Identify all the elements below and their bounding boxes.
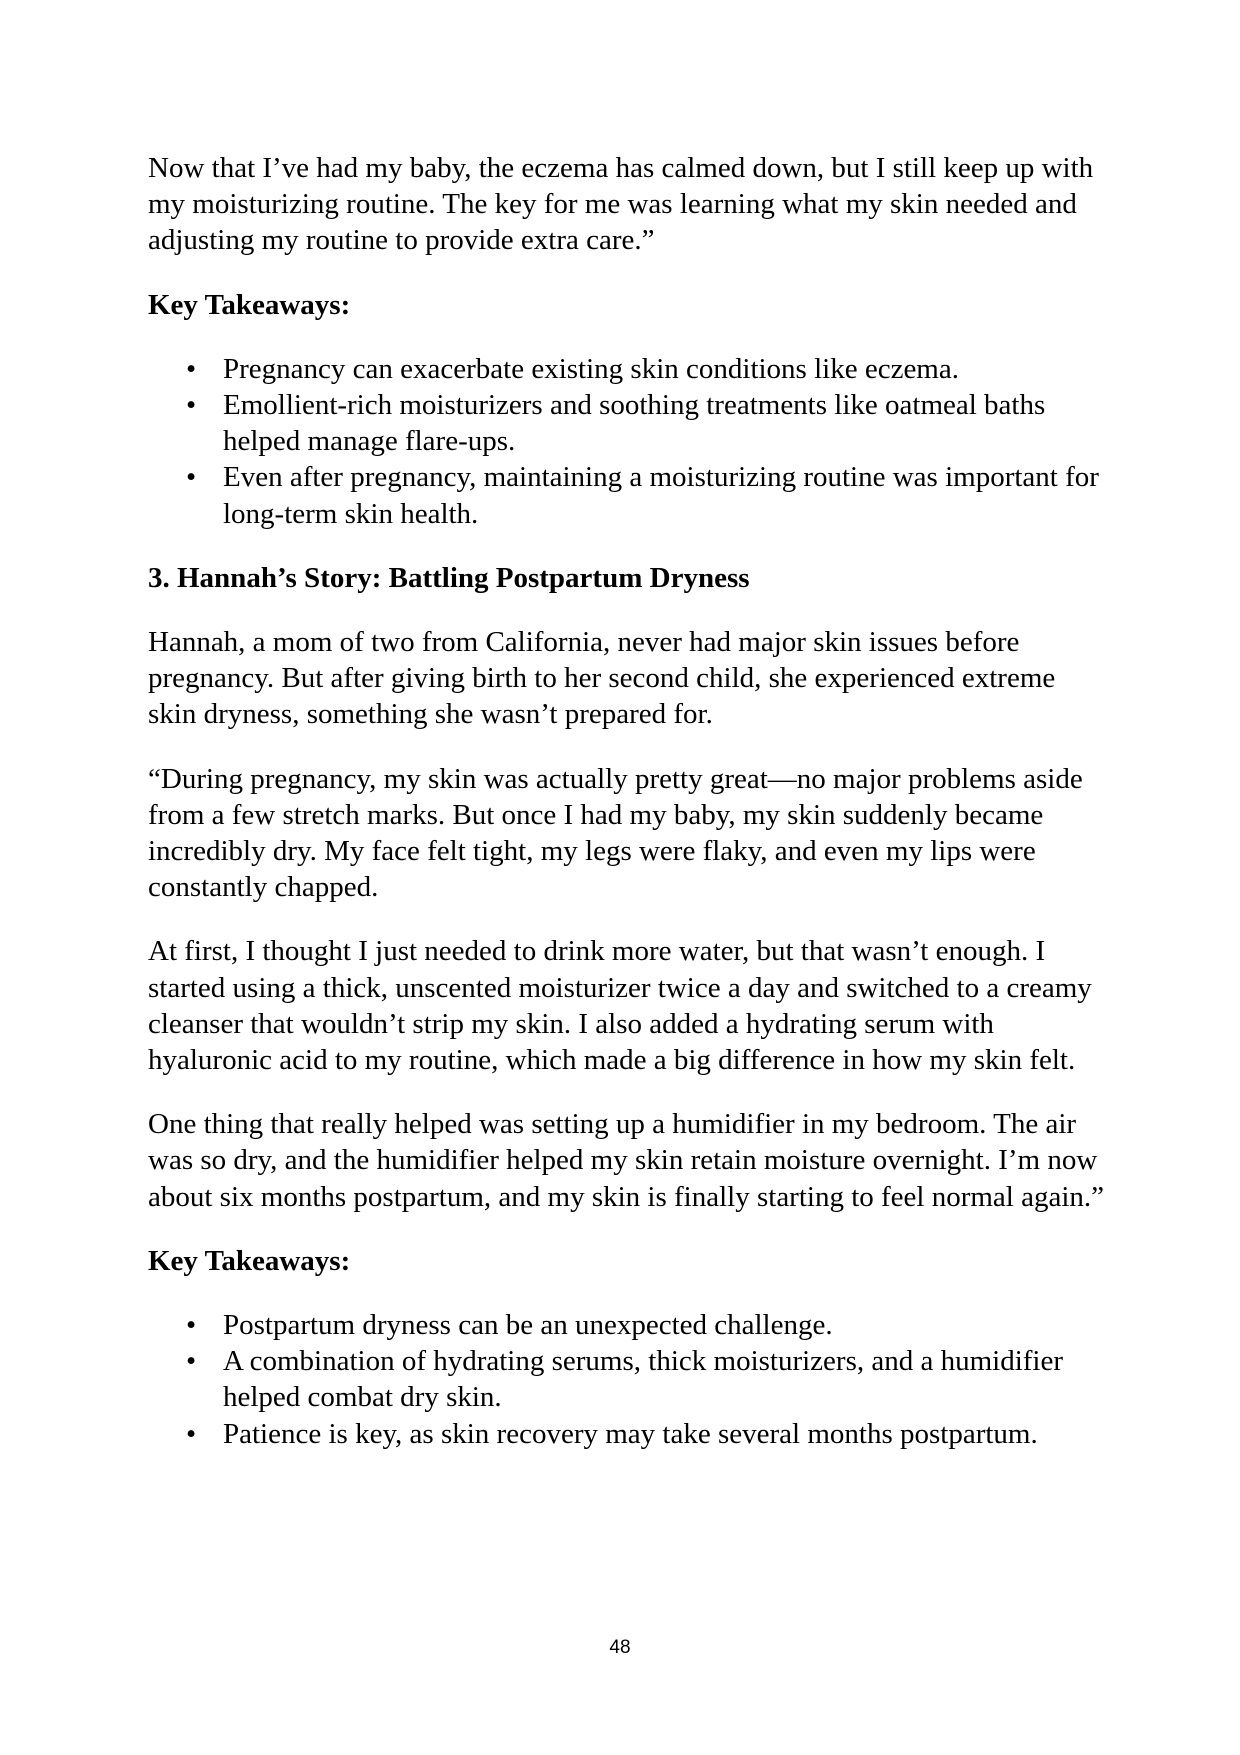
bullet-icon: • xyxy=(186,1417,197,1450)
list-item-text: Emollient-rich moisturizers and soothing treatments like oatmeal baths helped manage flare-ups. xyxy=(223,389,1046,458)
story-paragraph-3: At first, I thought I just needed to drink more water, but that wasn’t enough. I started using a thick, unscented moisturizer twice a day and switched to a creamy cleanser that wouldn’t strip my skin. I also added a hydrating serum with hyaluronic acid to my routine, which made a big difference in how my skin felt. xyxy=(148,935,1092,1077)
intro-paragraph: Now that I’ve had my baby, the eczema has calmed down, but I still keep up with my moisturizing routine. The key for me was learning what my skin needed and adjusting my routine to provide extra care.” xyxy=(148,152,1094,257)
list-item-text: A combination of hydrating serums, thick moisturizers, and a humidifier helped combat dry skin. xyxy=(223,1345,1064,1414)
key-takeaways-list-2 xyxy=(148,1307,1108,1452)
story-paragraph-2: “During pregnancy, my skin was actually pretty great—no major problems aside from a few stretch marks. But once I had my baby, my skin suddenly became incredibly dry. My face felt tight, my legs were flaky, and even my lips were constantly chapped. xyxy=(148,762,1083,904)
story-paragraph-1: Hannah, a mom of two from California, never had major skin issues before pregnancy. But after giving birth to her second child, she experienced extreme skin dryness, something she wasn’t prepared for. xyxy=(148,626,1056,731)
list-item xyxy=(148,1343,1108,1415)
list-item-text: Postpartum dryness can be an unexpected challenge. xyxy=(223,1309,833,1342)
list-item-text: Pregnancy can exacerbate existing skin conditions like eczema. xyxy=(223,352,959,385)
key-takeaways-list-1 xyxy=(148,351,1108,532)
key-takeaways-heading-1: Key Takeaways: xyxy=(148,288,351,321)
list-item xyxy=(148,387,1108,459)
section-heading: 3. Hannah’s Story: Battling Postpartum Dryness xyxy=(148,561,750,594)
bullet-icon: • xyxy=(186,1345,197,1378)
list-item xyxy=(148,351,1108,387)
key-takeaways-heading-2: Key Takeaways: xyxy=(148,1244,351,1277)
list-item xyxy=(148,1307,1108,1343)
list-item-text: Patience is key, as skin recovery may take several months postpartum. xyxy=(223,1417,1038,1450)
story-paragraph-4: One thing that really helped was setting up a humidifier in my bedroom. The air was so dry, and the humidifier helped my skin retain moisture overnight. I’m now about six months postpartum, and my skin is finally starting to feel normal again.” xyxy=(148,1108,1105,1213)
bullet-icon: • xyxy=(186,389,197,422)
bullet-icon: • xyxy=(186,352,197,385)
list-item xyxy=(148,459,1108,531)
list-item-text: Even after pregnancy, maintaining a moisturizing routine was important for long-term skin health. xyxy=(223,461,1099,530)
page-body xyxy=(148,150,1108,1480)
list-item xyxy=(148,1416,1108,1452)
page-number: 48 xyxy=(609,1637,631,1658)
bullet-icon: • xyxy=(186,461,197,494)
bullet-icon: • xyxy=(186,1309,197,1342)
